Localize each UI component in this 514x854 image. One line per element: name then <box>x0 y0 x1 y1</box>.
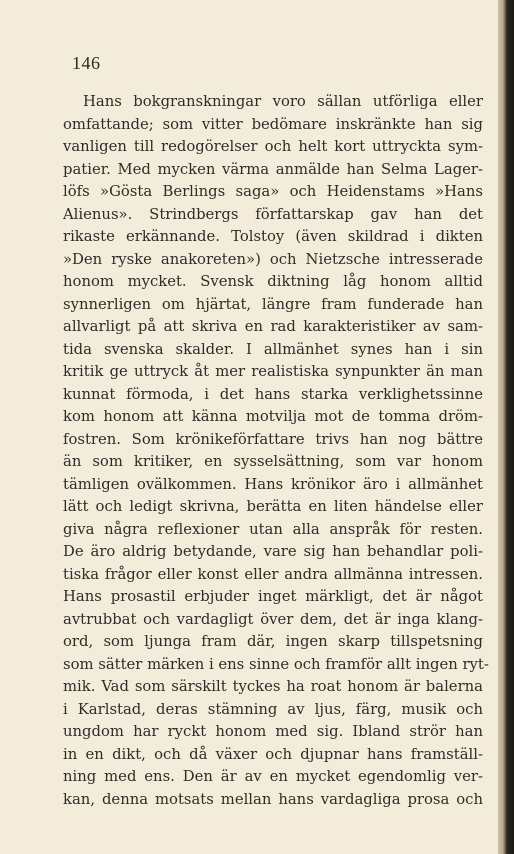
text-line: avtrubbat och vardagligt över dem, det är inga klang- <box>63 610 483 628</box>
text-line: ning med ens. Den är av en mycket egendomlig ver- <box>63 768 483 785</box>
text-line: Alienus». Strindbergs författarskap gav han det <box>63 205 483 223</box>
text-line: synnerligen om hjärtat, längre fram funderade han <box>63 295 483 313</box>
text-line: tida svenska skalder. I allmänhet synes han i sin <box>63 340 483 358</box>
text-line: kom honom att känna motvilja mot de tomma dröm- <box>63 408 483 425</box>
text-line: Hans prosastil erbjuder inget märkligt, det är något <box>63 588 483 605</box>
body-text <box>63 91 489 811</box>
text-line: ord, som ljunga fram där, ingen skarp tillspetsning <box>63 633 483 650</box>
text-line: tiska frågor eller konst eller andra allmänna intressen. <box>63 565 483 583</box>
text-line: allvarligt på att skriva en rad karakteristiker av sam- <box>63 318 483 335</box>
text-line: De äro aldrig betydande, vare sig han behandlar poli- <box>63 543 483 560</box>
text-line: in en dikt, och då växer och djupnar hans framställ- <box>63 745 483 763</box>
text-line: kritik ge uttryck åt mer realistiska synpunkter än man <box>63 363 483 380</box>
text-line: ungdom har ryckt honom med sig. Ibland strör han <box>63 723 483 740</box>
text-line: i Karlstad, deras stämning av ljus, färg, musik och <box>63 700 483 718</box>
text-line: fostren. Som krönikeförfattare trivs han nog bättre <box>63 430 483 448</box>
text-line: lätt och ledigt skrivna, berätta en liten händelse eller <box>63 498 483 515</box>
text-line: »Den ryske anakoreten») och Nietzsche intresserade <box>63 250 483 268</box>
text-line: kan, denna motsats mellan hans vardagliga prosa och <box>63 790 483 808</box>
text-line: rikaste erkännande. Tolstoy (även skildrad i dikten <box>63 228 483 245</box>
page-number: 146 <box>72 53 101 73</box>
text-line: omfattande; som vitter bedömare inskränkte han sig <box>63 115 483 133</box>
text-line: vanligen till redogörelser och helt kort uttryckta sym- <box>63 138 483 155</box>
text-line: honom mycket. Svensk diktning låg honom alltid <box>63 273 483 290</box>
text-line: mik. Vad som särskilt tyckes ha roat honom är balerna <box>63 678 483 695</box>
text-line: tämligen ovälkommen. Hans krönikor äro i allmänhet <box>63 475 483 493</box>
text-line: patier. Med mycken värma anmälde han Selma Lager- <box>63 160 483 178</box>
page-edge <box>498 0 514 854</box>
text-line: löfs »Gösta Berlings saga» och Heidenstams »Hans <box>63 183 483 200</box>
text-line: Hans bokgranskningar voro sällan utförliga eller <box>83 93 483 110</box>
text-line: giva några reflexioner utan alla anspråk för resten. <box>63 520 483 538</box>
text-line: som sätter märken i ens sinne och framför allt ingen ryt- <box>63 655 489 673</box>
text-line: än som kritiker, en sysselsättning, som var honom <box>63 453 483 470</box>
text-line: kunnat förmoda, i det hans starka verklighetssinne <box>63 385 483 403</box>
